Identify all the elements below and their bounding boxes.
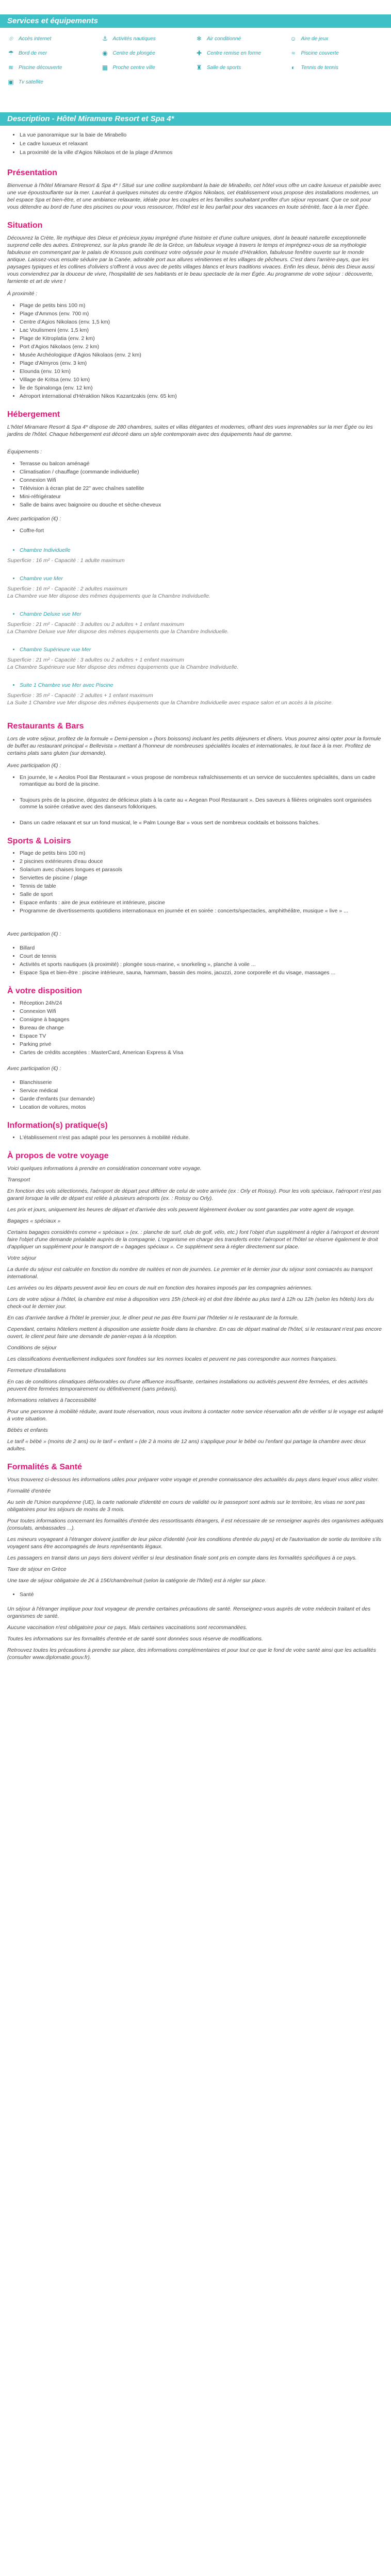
tennis-icon: ◐: [291, 64, 296, 71]
nearby-item: • Plage d'Ammos (env. 700 m): [20, 311, 384, 317]
propos-line: Votre séjour: [7, 1255, 37, 1261]
description-section: [0, 132, 391, 1686]
room-equipment-item: • Salle de bains avec baignoire ou douche et sèche-cheveux: [20, 502, 384, 509]
disposition-item: • Consigne à bagages: [20, 1016, 384, 1023]
service-item: [7, 35, 102, 42]
room-equipment-item: • Terrasse ou balcon aménagé: [20, 461, 384, 467]
propos-line: Lors de votre séjour à l'hôtel, la chambre est mise à disposition vers 15h (check-in) et doit être libérée au plus tard à 12h ou 12h (selon les hôtels) lors du check-out le dernier jour.: [7, 1296, 374, 1310]
rooms-list: [7, 547, 384, 711]
disposition-item: • Réception 24h/24: [20, 1000, 384, 1007]
highlights-list: [7, 132, 384, 156]
nearby-item: • Centre d'Agios Nikolaos (env. 1,5 km): [20, 319, 384, 326]
disposition-extra-item: • Location de voitures, motos: [20, 1104, 384, 1111]
service-item: [196, 64, 290, 71]
propos-line: En cas de conditions climatiques défavorables ou d'une affluence insuffisante, certaines installations ou activités peuvent être fermées, et des activités peuvent être fermées temporairement ou définitivement (sans préavis).: [7, 1379, 368, 1392]
nearby-item: • Plage d'Almyros (env. 3 km): [20, 360, 384, 367]
propos-line: Les prix et jours, uniquement les heures de départ et d'arrivée des vols peuvent légèrement évoluer ou sont garanties par votre agent de voyage.: [7, 1207, 355, 1213]
sport-item: • Solarium avec chaises longues et parasols: [20, 867, 384, 873]
room-block: [7, 611, 384, 640]
highlight-item: • La vue panoramique sur la baie de Mirabello: [20, 132, 384, 139]
room-desc-detail: La Chambre Deluxe vue Mer dispose des mêmes équipements que la Chambre Individuelle.: [7, 629, 229, 635]
info-item: • L'établissement n'est pas adapté pour les personnes à mobilité réduite.: [20, 1134, 384, 1141]
room-name-list: [7, 647, 384, 653]
service-item: [196, 49, 290, 57]
sport-item: • Programme de divertissements quotidiens internationaux en journée et en soirée : concerts/spectacles, amphithéâtre, musique « live » ...: [20, 908, 384, 914]
service-item: [7, 78, 102, 86]
room-desc: Superficie : 21 m² - Capacité : 3 adultes ou 2 adultes + 1 enfant maximum: [7, 621, 184, 628]
propos-line: Bébés et enfants: [7, 1427, 48, 1433]
room-desc-detail: La Chambre vue Mer dispose des mêmes équipements que la Chambre Individuelle.: [7, 593, 210, 599]
sante-list: [7, 1591, 384, 1598]
room-name: • Chambre Individuelle: [20, 547, 384, 554]
sante-line: Toutes les informations sur les formalités d'entrée et de santé sont données sous réserve de modifications.: [7, 1636, 263, 1642]
formalites-line: Formalité d'entrée: [7, 1488, 51, 1494]
nearby-list: [7, 302, 384, 400]
propos-line: Voici quelques informations à prendre en considération concernant votre voyage.: [7, 1165, 202, 1172]
formalites-line: Pour toutes informations concernant les formalités d'entrée des ressortissants étrangers, il est nécessaire de se renseigner auprès des organismes adéquats (consulats, ambassades ...).: [7, 1518, 384, 1531]
sport-item: • Espace enfants : aire de jeux extérieure et intérieure, piscine: [20, 900, 384, 906]
sport-item: • Tennis de table: [20, 883, 384, 890]
room-desc: Superficie : 16 m² - Capacité : 2 adultes maximum: [7, 586, 127, 592]
disposition-item: • Connexion Wifi: [20, 1008, 384, 1015]
situation-text: Découvrez la Crète, île mythique des Dieux et précieux joyau imprégné d'une histoire et d'une culture uniques, dont la beauté naturelle exceptionnelle surprend celle des autres. Entreprenez, sur la plus grande île de la Grèce, un fabuleux voyage à travers le temps et imprégnez-vous de sa mythologie fabuleuse en commençant par le palais de Knossos puis continuez votre odyssée pour le musée d'Héraklion, fabuleuse fenêtre ouverte sur le monde antique. Laissez-vous ensuite séduire par la Canée, adorable port aux allures vénitiennes et les villages de pêcheurs. C'est dans l'arrière-pays, que les paysages typiques et les collines d'oliviers s'offrent à vous avec de petits villages blancs et leurs traditions vivaces. Enfin les dieux, bénis des Dieux aussi vous conviendrez par la douceur de vivre, l'hospitalité de ses habitants et le beau spectacle de la mer Égée. Au programme de votre séjour : découverte, farniente et art de vivre !: [7, 235, 374, 284]
service-label: Air conditionné: [207, 36, 241, 42]
room-desc-detail: La Chambre Supérieure vue Mer dispose des mêmes équipements que la Chambre Individuelle.: [7, 664, 239, 670]
presentation-text: Bienvenue à l'hôtel Miramare Resort & Spa 4* ! Situé sur une colline surplombant la baie de Mirabello, cet hôtel vous offre un cadre luxueux et paisible avec une vue époustouflante sur la mer. Lauréat à quelques minutes du centre d'Agios Nikolaos, cet établissement vous propose des installations modernes, un bel espace Spa et bien-être, et une ambiance relaxante, idéale pour les couples et les familles souhaitant profiter d'un séjour reposant. Que ce soit pour vous détendre au bord de l'une des piscines ou pour vous ressourcer, l'hôtel est le lieu parfait pour des vacances en toute sérénité, face à la mer Égée.: [7, 182, 381, 210]
service-item: [290, 49, 384, 57]
nearby-item: • Port d'Agios Nikolaos (env. 2 km): [20, 344, 384, 350]
nearby-item: • Plage de petits bins 100 m): [20, 302, 384, 309]
services-title: Services et équipements: [7, 16, 98, 25]
nearby-title: À proximité :: [7, 291, 38, 297]
sports-heading: Sports & Loisirs: [7, 837, 71, 845]
room-block: [7, 575, 384, 605]
room-name: • Suite 1 Chambre vue Mer avec Piscine: [20, 682, 384, 689]
service-label: Accès internet: [19, 36, 52, 42]
propos-line: En fonction des vols sélectionnés, l'aéroport de départ peut différer de celui de votre arrivée (ex : Orly et Roissy). Pour les vols spéciaux, l'aéroport n'est pas garanti lorsque la ville de départ est reliée à plusieurs aéroports (ex. : Roissy ou Orly).: [7, 1188, 382, 1201]
propos-line: Informations relatives à l'accessibilité: [7, 1397, 96, 1403]
service-item: [102, 64, 196, 71]
service-label: Aire de jeux: [301, 36, 329, 42]
highlight-item: • Le cadre luxueux et relaxant: [20, 141, 384, 147]
room-name: • Chambre Deluxe vue Mer: [20, 611, 384, 618]
wifi-icon: ⌾: [9, 35, 13, 42]
service-item: [7, 64, 102, 71]
sante-line: Un séjour à l'étranger implique pour tout voyageur de prendre certaines précautions de santé. Renseignez-vous auprès de votre médecin traitant et des organismes de santé.: [7, 1606, 371, 1619]
disposition-extra-item: • Garde d'enfants (sur demande): [20, 1096, 384, 1103]
propos-line: Les classifications éventuellement indiquées sont fondées sur les normes locales et peuvent ne pas correspondre aux normes françaises.: [7, 1356, 337, 1362]
propos-heading: À propos de votre voyage: [7, 1151, 109, 1160]
service-label: Bord de mer: [19, 50, 47, 56]
propos-line: Cependant, certains hôteliers mettent à disposition une assiette froide dans la chambre. En cas de départ matinal de l'hôtel, si le restaurant n'est pas encore ouvert, le client peut faire une demande de panier-repas à la réception.: [7, 1326, 382, 1340]
tv-icon: ▣: [8, 78, 14, 86]
disposition-extra-item: • Service médical: [20, 1088, 384, 1094]
gym-icon: ♜: [196, 64, 202, 71]
propos-line: Bagages « spéciaux »: [7, 1218, 61, 1224]
nearby-item: • Village de Kritsa (env. 10 km): [20, 377, 384, 383]
sport-item: • Serviettes de piscine / plage: [20, 875, 384, 882]
formalites-line: Les mineurs voyageant à l'étranger doivent justifier de leur pièce d'identité (voir les conditions d'entrée du pays) et de l'autorisation de sortie du territoire s'ils voyagent sans être accompagnés de leurs représentants légaux.: [7, 1536, 381, 1550]
room-name: • Chambre Supérieure vue Mer: [20, 647, 384, 653]
equip-title: Équipements :: [7, 449, 42, 455]
restaurants-list: [7, 774, 384, 826]
service-label: Activités nautiques: [112, 36, 156, 42]
nautical-icon: ⚓: [102, 35, 108, 42]
hebergement-heading: Hébergement: [7, 410, 60, 419]
room-equipment-item: • Mini-réfrigérateur: [20, 494, 384, 500]
room-equipment-item: • Connexion Wifi: [20, 477, 384, 484]
room-equipment-item: • Climatisation / chauffage (commande individuelle): [20, 469, 384, 476]
restaurants-heading: Restaurants & Bars: [7, 722, 84, 731]
restaurant-item: • Dans un cadre relaxant et sur un fond musical, le « Palm Lounge Bar » vous sert de nombreux cocktails et boissons fraîches.: [20, 820, 384, 826]
propos-line: Fermeture d'installations: [7, 1367, 67, 1374]
sports-extra-title: Avec participation (€) :: [7, 931, 61, 937]
info-list: [7, 1134, 384, 1141]
playground-icon: ☺: [290, 35, 297, 42]
fitness-icon: ✚: [196, 49, 202, 57]
room-block: [7, 682, 384, 711]
service-label: Tv satellite: [19, 79, 43, 85]
service-label: Centre remise en forme: [207, 50, 262, 56]
nearby-item: • Aéroport international d'Héraklion Nikos Kazantzakis (env. 65 km): [20, 393, 384, 400]
sante-item: • Santé: [20, 1591, 384, 1598]
sports-extra-list: [7, 945, 384, 976]
heb-extra-list: [7, 528, 384, 534]
sport-item: • Salle de sport: [20, 891, 384, 898]
room-equipment-item: • Télévision à écran plat de 22" avec chaînes satellite: [20, 485, 384, 492]
diving-icon: ◉: [102, 49, 108, 57]
service-label: Piscine couverte: [301, 50, 339, 56]
service-item: [196, 35, 290, 42]
room-block: [7, 647, 384, 676]
formalites-heading: Formalités & Santé: [7, 1463, 82, 1471]
room-block: [7, 547, 384, 569]
service-label: Salle de sports: [207, 64, 241, 71]
service-item: [102, 49, 196, 57]
indoor-pool-icon: ≈: [291, 49, 295, 57]
room-name-list: [7, 547, 384, 554]
outdoor-pool-icon: ≋: [8, 64, 14, 71]
heb-extra-title: Avec participation (€) :: [7, 516, 61, 522]
room-name: • Chambre vue Mer: [20, 575, 384, 582]
propos-line: Le tarif « bébé » (moins de 2 ans) ou le tarif « enfant » (de 2 à moins de 12 ans) s'applique pour le bébé ou l'enfant qui partage la chambre avec deux adultes.: [7, 1438, 366, 1452]
services-grid: [0, 28, 391, 90]
sport-item: • Plage de petits bins 100 m): [20, 850, 384, 857]
formalites-line: Les passagers en transit dans un pays tiers doivent vérifier si leur destination finale sont pris en compte dans les formalités spécifiques à ce pays.: [7, 1555, 357, 1561]
sante-text: [7, 1605, 384, 1661]
hebergement-text: L'hôtel Miramare Resort & Spa 4* dispose de 280 chambres, suites et villas élégantes et modernes, offrant des vues imprenables sur la mer Égée ou les jardins de l'hôtel. Chaque hébergement est décoré dans un style contemporain avec des équipements haut de gamme.: [7, 424, 373, 437]
sport-extra-item: • Court de tennis: [20, 953, 384, 960]
service-label: Centre de plongée: [112, 50, 155, 56]
disp-extra-list: [7, 1079, 384, 1111]
description-title: Description - Hôtel Miramare Resort et Spa 4*: [7, 114, 174, 123]
disposition-item: • Cartes de crédits acceptées : MasterCard, American Express & Visa: [20, 1049, 384, 1056]
disposition-item: • Espace TV: [20, 1033, 384, 1040]
info-heading: Information(s) pratique(s): [7, 1121, 108, 1130]
disposition-list: [7, 1000, 384, 1056]
disposition-item: • Bureau de change: [20, 1025, 384, 1031]
room-name-list: [7, 682, 384, 689]
propos-text: [7, 1165, 384, 1452]
nearby-item: • Lac Voulismeni (env. 1,5 km): [20, 327, 384, 334]
sport-extra-item: • Activités et sports nautiques (à proximité) : plongée sous-marine, « snorkeling », planche à voile ...: [20, 961, 384, 968]
service-label: Tennis de tennis: [301, 64, 338, 71]
room-equipment-list: [7, 461, 384, 509]
services-header: [0, 14, 391, 28]
sante-line: Aucune vaccination n'est obligatoire pour ce pays. Mais certaines vaccinations sont recommandées.: [7, 1624, 248, 1631]
service-item: [7, 49, 102, 57]
formalites-line: Au sein de l'Union européenne (UE), la carte nationale d'identité en cours de validité ou le passeport sont admis sur le territoire, les visas ne sont pas obligatoires pour les séjours de moins de 3 mois.: [7, 1499, 365, 1513]
disposition-extra-item: • Blanchisserie: [20, 1079, 384, 1086]
room-name-list: [7, 575, 384, 582]
formalites-line: Une taxe de séjour obligatoire de 2€ à 15€/chambre/nuit (selon la catégorie de l'hôtel) est à régler sur place.: [7, 1578, 267, 1584]
sport-extra-item: • Billard: [20, 945, 384, 952]
propos-line: Pour une personne à mobilité réduite, avant toute réservation, nous vous invitons à contacter notre service réservation afin de vérifier si le voyage est adapté à votre situation.: [7, 1409, 383, 1422]
propos-line: Certains bagages considérés comme « spéciaux » (ex. : planche de surf, club de golf, vélo, etc.) font l'objet d'un supplément à régler à l'aéroport et devront faire l'objet d'une demande préalable auprès de la compagnie. L'organisme en charge des transferts entre l'aéroport et l'hôtel se réserve également le droit d'appliquer un supplément pour le transport de « bagages spéciaux ». Ce supplément sera à régler directement sur place.: [7, 1229, 379, 1250]
city-icon: ▦: [102, 64, 108, 71]
disposition-heading: À votre disposition: [7, 987, 82, 995]
room-desc: Superficie : 35 m² - Capacité : 2 adultes + 1 enfant maximum: [7, 692, 153, 699]
beach-icon: ☂: [8, 49, 14, 57]
room-desc: Superficie : 21 m² - Capacité : 3 adultes ou 2 adultes + 1 enfant maximum: [7, 657, 184, 663]
propos-line: En cas d'arrivée tardive à l'hôtel le premier jour, le dîner peut ne pas être fourni par l'hôtelier ni le restaurant de la formule.: [7, 1315, 299, 1321]
sante-line: Retrouvez toutes les précautions à prendre sur place, des informations complémentaires et pour tout ce que le fond de votre santé ainsi que les actualités (consulter www.diplomatie.gouv.fr).: [7, 1647, 376, 1660]
sport-item: • 2 piscines extérieures d'eau douce: [20, 858, 384, 865]
service-item: [290, 35, 384, 42]
propos-line: La durée du séjour est calculée en fonction du nombre de nuitées et non de journées. Le premier et le dernier jour du séjour sont consacrés au transport international.: [7, 1266, 373, 1280]
service-item: [290, 64, 384, 71]
restaurant-item: • Toujours près de la piscine, dégustez de délicieux plats à la carte au « Aegean Pool Restaurant ». Des saveurs à filières originales sont organisées comme la soirée créative avec des danseurs folkloriques.: [20, 797, 384, 810]
room-desc-detail: La Suite 1 Chambre vue Mer dispose des mêmes équipements que la Chambre Individuelle avec espace salon et un accès à la piscine.: [7, 700, 333, 706]
room-name-list: [7, 611, 384, 618]
heb-extra-item: • Coffre-fort: [20, 528, 384, 534]
formalites-line: Taxe de séjour en Grèce: [7, 1566, 67, 1572]
sports-list: [7, 850, 384, 914]
service-label: Proche centre ville: [112, 64, 155, 71]
formalites-line: Vous trouverez ci-dessous les informations utiles pour préparer votre voyage et prendre connaissance des actualités du pays dans lequel vous allez visiter.: [7, 1477, 379, 1483]
description-header: [0, 112, 391, 126]
disp-extra-title: Avec participation (€) :: [7, 1065, 61, 1072]
nearby-item: • Elounda (env. 10 km): [20, 368, 384, 375]
propos-line: Transport: [7, 1177, 30, 1183]
restaurant-item: • En journée, le « Aeolos Pool Bar Restaurant » vous propose de nombreux rafraîchissements et un service de succulentes spécialités, dans un cadre romantique au bord de la piscine.: [20, 774, 384, 788]
presentation-heading: Présentation: [7, 168, 57, 177]
nearby-item: • Île de Spinalonga (env. 12 km): [20, 385, 384, 392]
hotel-page: [0, 14, 391, 1686]
highlight-item: • La proximité de la ville d'Agios Nikolaos et de la plage d'Ammos: [20, 149, 384, 156]
snowflake-icon: ❄: [196, 35, 202, 42]
nearby-item: • Plage de Kitroplatia (env. 2 km): [20, 335, 384, 342]
propos-line: Les arrivées ou les départs peuvent avoir lieu en cours de nuit en fonction des horaires imposés par les compagnies aériennes.: [7, 1285, 313, 1291]
disposition-item: • Parking privé: [20, 1041, 384, 1048]
formalites-text: [7, 1476, 384, 1584]
sport-extra-item: • Espace Spa et bien-être : piscine intérieure, sauna, hammam, bassin des moins, jacuzzi, zone corporelle et du visage, massages ...: [20, 970, 384, 976]
room-desc: Superficie : 16 m² - Capacité : 1 adulte maximum: [7, 557, 125, 564]
propos-line: Conditions de séjour: [7, 1345, 57, 1351]
situation-heading: Situation: [7, 221, 43, 230]
service-item: [102, 35, 196, 42]
restaurants-text: Lors de votre séjour, profitez de la formule « Demi-pension » (hors boissons) incluant les petits déjeuners et dîners. Vous pourrez ainsi opter pour la formule de buffet au restaurant principal « Bellevista » mettant à l'honneur de nombreuses spécialités locales et internationales, le tout face à la mer. Profitez de certains plats sans gluten (sur demande).: [7, 736, 381, 756]
rest-extra-title: Avec participation (€) :: [7, 762, 61, 769]
nearby-item: • Musée Archéologique d'Agios Nikolaos (env. 2 km): [20, 352, 384, 359]
service-label: Piscine découverte: [19, 64, 62, 71]
